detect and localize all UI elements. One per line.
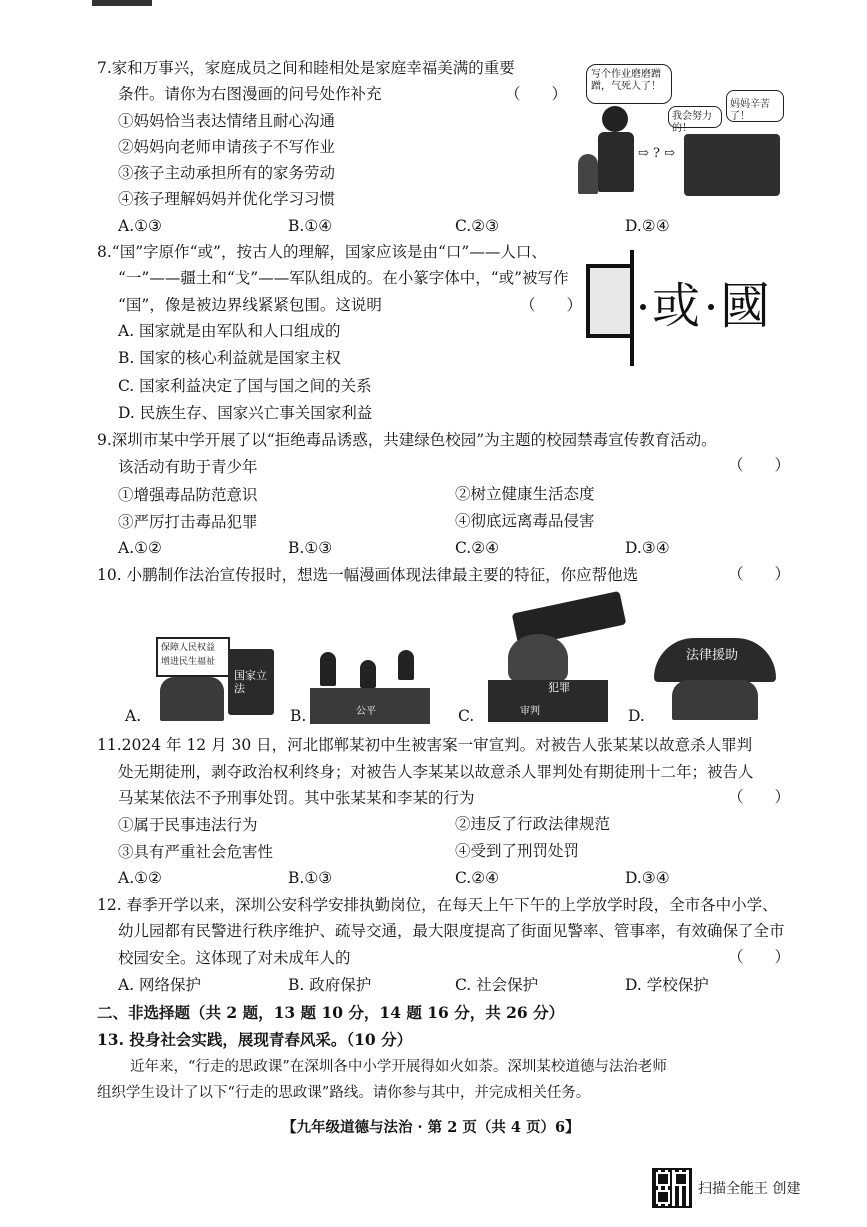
q8-answer-paren: （ ） <box>520 296 583 314</box>
comic-arrow-question: ⇨ ? ⇨ <box>638 146 676 161</box>
comic-bubble-child-2: 妈妈辛苦了！ <box>726 90 784 122</box>
q13-paragraph-1: 近年来，“行走的思政课”在深圳各中小学开展得如火如荼。深圳某校道德与法治老师 <box>130 1059 667 1075</box>
q11-stem-line3: 马某某依法不予刑事处罚。其中张某某和李某的行为 <box>118 789 475 807</box>
comic-bubble-mother: 写个作业磨磨蹭蹭，气死人了！ <box>586 64 672 104</box>
q11-option-c: C.②④ <box>455 869 500 887</box>
q12-option-a: A. 网络保护 <box>118 976 202 994</box>
q10-answer-paren: （ ） <box>728 565 791 583</box>
q7-option-c: C.②③ <box>455 217 500 235</box>
comic-mother-body <box>598 132 634 192</box>
q7-option-b: B.①④ <box>288 217 333 235</box>
q13-paragraph-2: 组织学生设计了以下“行走的思政课”路线。请你参与其中，并完成相关任务。 <box>97 1085 591 1101</box>
q9-option-b: B.①③ <box>288 539 333 557</box>
comic-a-sign: 保障人民权益 增进民生福祉 <box>156 637 230 677</box>
comic-a-people <box>160 677 224 721</box>
q8-glyph-figure <box>580 250 790 368</box>
q12-option-d: D. 学校保护 <box>625 976 709 994</box>
comic-b-figure-3 <box>398 650 414 680</box>
comic-b-figure-1 <box>320 652 336 686</box>
q11-stem-line2: 处无期徒刑，剥夺政治权利终身；对被告人李某某以故意杀人罪判处有期徒刑十二年；被告人 <box>118 763 754 781</box>
q12-stem-line2: 幼儿园都有民警进行秩序维护、疏导交通，最大限度提高了街面见警率、管事率，有效确保了全市 <box>118 922 785 940</box>
q12-stem-line3: 校园安全。这体现了对未成年人的 <box>118 949 351 967</box>
qr-code-icon <box>652 1168 692 1208</box>
q12-stem-line1: 12. 春季开学以来，深圳公安科学安排执勤岗位，在每天上午下午的上学放学时段，全市各中小学、 <box>97 896 778 914</box>
q11-item-4: ④受到了刑罚处罚 <box>455 842 580 860</box>
q8-option-a: A. 国家就是由军队和人口组成的 <box>118 322 341 340</box>
q10-option-b-label: B. <box>290 707 307 725</box>
q9-answer-paren: （ ） <box>728 456 791 474</box>
q7-item-2: ②妈妈向老师申请孩子不写作业 <box>118 138 336 156</box>
q10-option-c-label: C. <box>458 707 475 725</box>
q9-item-2: ②树立健康生活态度 <box>455 485 595 503</box>
q12-option-b: B. 政府保护 <box>288 976 372 994</box>
q9-stem-line1: 9.深圳市某中学开展了以“拒绝毒品诱惑，共建绿色校园”为主题的校园禁毒宣传教育活动。 <box>97 431 717 449</box>
q11-option-b: B.①③ <box>288 869 333 887</box>
q7-option-a: A.①③ <box>118 217 162 235</box>
q10-comic-d <box>650 632 780 722</box>
q11-item-1: ①属于民事违法行为 <box>118 816 258 834</box>
q8-option-c: C. 国家利益决定了国与国之间的关系 <box>118 377 372 395</box>
comic-d-umbrella: 法律援助 <box>654 638 776 682</box>
comic-c-criminal <box>508 634 568 682</box>
q7-item-3: ③孩子主动承担所有的家务劳动 <box>118 164 336 182</box>
q11-item-2: ②违反了行政法律规范 <box>455 815 611 833</box>
q8-stem-line1: 8.“国”字原作“或”，按古人的理解，国家应该是由“口”——人口、 <box>97 243 547 261</box>
scan-edge-mark <box>92 0 152 6</box>
comic-b-label: 公平 <box>356 706 376 717</box>
q10-comic-c <box>484 598 634 724</box>
arrow-dot-1 <box>640 304 646 310</box>
q7-item-1: ①妈妈恰当表达情绪且耐心沟通 <box>118 112 336 130</box>
q7-comic <box>572 62 787 210</box>
q8-option-b: B. 国家的核心利益就是国家主权 <box>118 349 341 367</box>
page-footer: 【九年级道德与法治 · 第 2 页（共 4 页）6】 <box>282 1119 580 1136</box>
q10-option-d-label: D. <box>628 707 645 725</box>
q9-option-a: A.①② <box>118 539 162 557</box>
q7-item-4: ④孩子理解妈妈并优化学习习惯 <box>118 190 336 208</box>
q7-stem-line1: 7.家和万事兴，家庭成员之间和睦相处是家庭幸福美满的重要 <box>97 59 515 77</box>
q8-option-d: D. 民族生存、国家兴亡事关国家利益 <box>118 404 373 422</box>
q7-answer-paren: （ ） <box>505 85 568 103</box>
comic-bubble-child: 我会努力的！ <box>668 106 722 128</box>
arrow-dot-2 <box>708 304 714 310</box>
q11-stem-line1: 11.2024 年 12 月 30 日，河北邯郸某初中生被害案一审宣判。对被告人张某某以故意杀人罪判 <box>97 736 753 754</box>
q13-title: 13. 投身社会实践，展现青春风采。（10 分） <box>97 1030 413 1049</box>
q10-comic-a <box>150 633 280 725</box>
section-2-heading: 二、非选择题（共 2 题，13 题 10 分，14 题 16 分，共 26 分） <box>97 1003 565 1022</box>
q10-stem: 10. 小鹏制作法治宣传报时，想选一幅漫画体现法律最主要的特征，你应帮他选 <box>97 566 639 584</box>
q12-answer-paren: （ ） <box>728 948 791 966</box>
q11-item-3: ③具有严重社会危害性 <box>118 843 274 861</box>
q9-stem-line2: 该活动有助于青少年 <box>118 458 258 476</box>
q7-stem-line2: 条件。请你为右图漫画的问号处作补充 <box>118 85 382 103</box>
comic-a-book: 国家立法 <box>228 649 274 715</box>
q9-option-d: D.③④ <box>625 539 670 557</box>
q11-option-a: A.①② <box>118 869 162 887</box>
q8-stem-line2: “一”——疆土和“戈”——军队组成的。在小篆字体中，“或”被写作 <box>118 269 569 287</box>
q10-option-a-label: A. <box>125 707 142 725</box>
q9-item-4: ④彻底远离毒品侵害 <box>455 512 595 530</box>
comic-d-people <box>672 680 758 720</box>
q10-comic-b <box>310 648 430 724</box>
q9-item-3: ③严厉打击毒品犯罪 <box>118 513 258 531</box>
comic-family-scene <box>684 134 780 196</box>
q8-stem-line3: “国”，像是被边界线紧紧包围。这说明 <box>118 296 382 314</box>
comic-b-figure-2 <box>360 660 376 688</box>
comic-child-figure <box>578 154 598 194</box>
q11-answer-paren: （ ） <box>728 788 791 806</box>
comic-mother-figure <box>602 106 628 132</box>
glyph-guo: 國 <box>720 277 770 335</box>
comic-c-bench: 犯罪 审判 <box>488 680 608 722</box>
q9-item-1: ①增强毒品防范意识 <box>118 486 258 504</box>
q12-option-c: C. 社会保护 <box>455 976 539 994</box>
glyph-huo: 或 <box>652 278 701 334</box>
vertical-stroke <box>630 250 634 366</box>
q9-option-c: C.②④ <box>455 539 500 557</box>
scanner-watermark: 扫描全能王 创建 <box>698 1181 801 1197</box>
q11-option-d: D.③④ <box>625 869 670 887</box>
ancient-glyph-box <box>586 264 634 338</box>
q7-option-d: D.②④ <box>625 217 670 235</box>
